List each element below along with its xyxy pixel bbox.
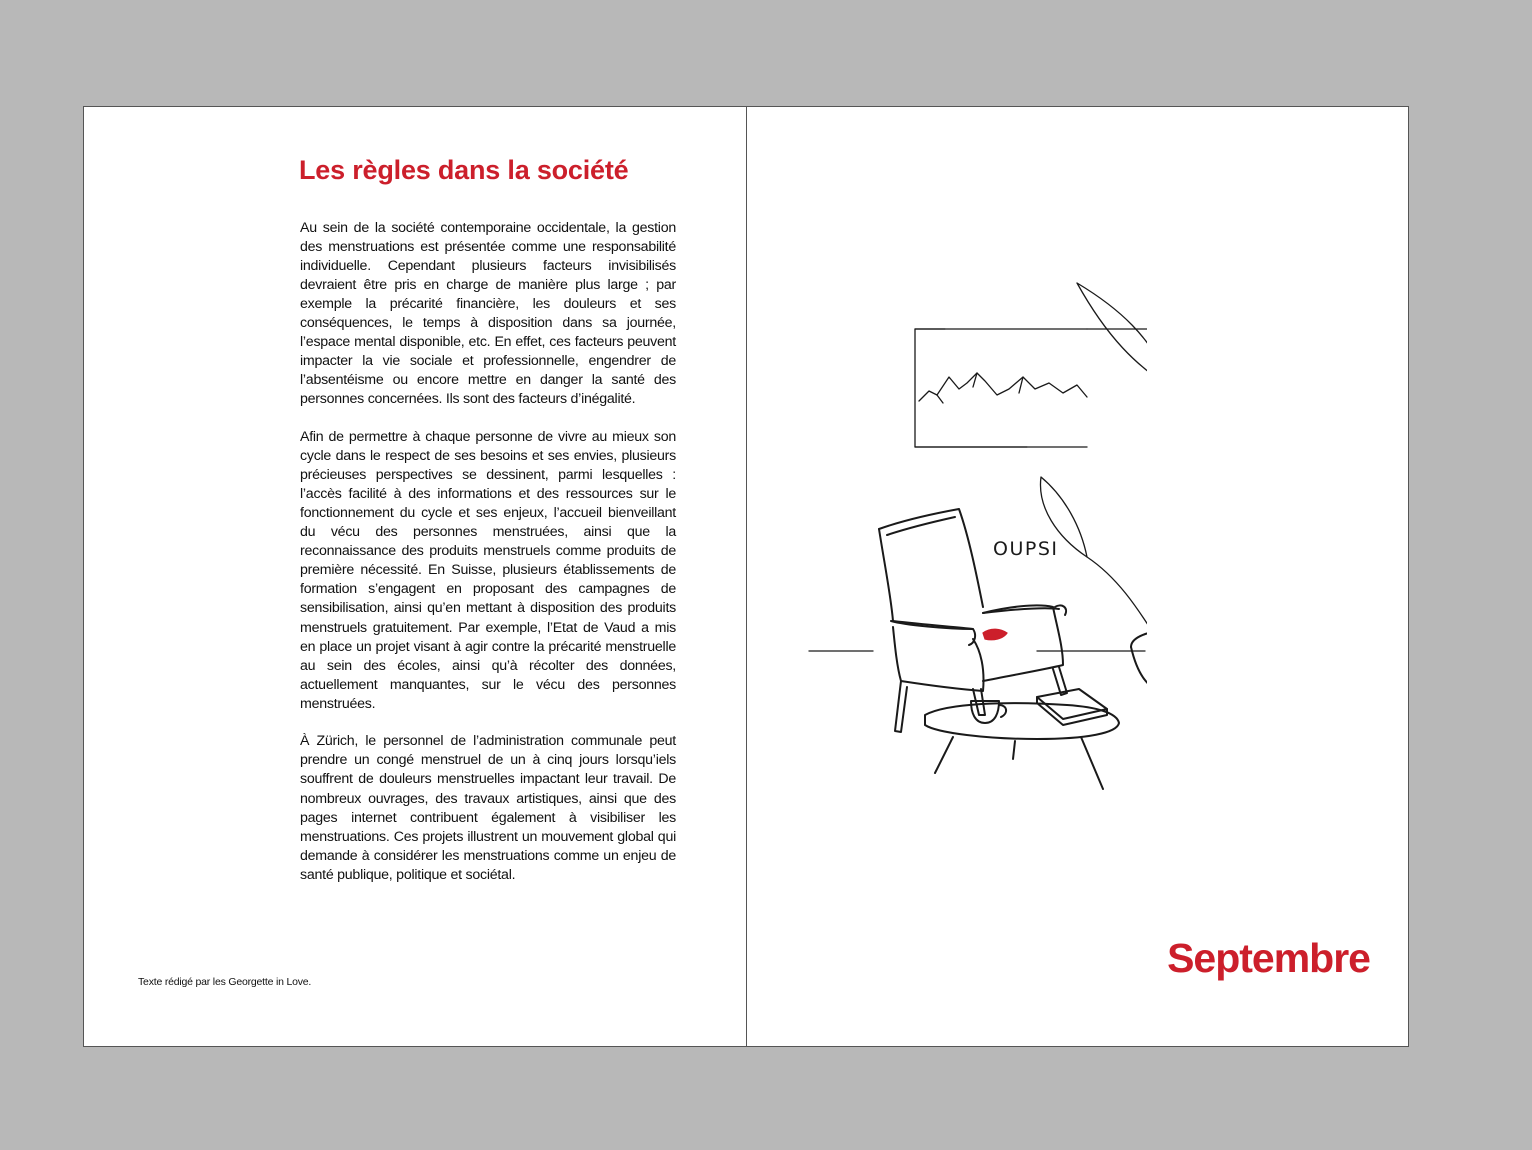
paragraph-2: Afin de permettre à chaque personne de vivre au mieux son cycle dans le respect de ses besoins et ses envies, plusieurs précieuses perspectives se dessinent, parmi lesquelles : l’accès facilité à des informations et des ressources sur le fonctionnement du cycle et ses enjeux, l’accueil bienveillant du vécu des personnes menstruées, ainsi que la reconnaissance des produits menstruels comme produits de première nécessité. En Suisse, plusieurs établissements de formation s’engagent en proposant des campagnes de sensibilisation, ainsi qu’en mettant à disposition des produits menstruels gratuitement. Par exemple, l’Etat de Vaud a mis en place un projet visant à agir contre la précarité menstruelle au sein des écoles, ainsi qu’à récolter des données, actuellement manquantes, sur le vécu des personnes menstruées.	[300, 429, 676, 712]
window-frame	[915, 329, 1087, 447]
book-spread	[83, 106, 1409, 1047]
armchair-plant-illustration	[787, 277, 1147, 817]
paragraph-1: Au sein de la société contemporaine occidentale, la gestion des menstruations est présentée comme une responsabilité individuelle. Cependant plusieurs facteurs invisibilisés devraient être pris en charge de manière plus large ; par exemple la précarité financière, les douleurs et ses conséquences, le temps à disposition dans sa journée, l’espace mental disponible, etc. En effet, ces facteurs peuvent impacter la vie sociale et professionnelle, engendrer de l’absentéisme ou encore mettre en danger la santé des personnes concernées. Ils sont des facteurs d’inégalité.	[300, 220, 676, 408]
body-text	[300, 219, 676, 903]
red-stain	[983, 629, 1007, 640]
paragraph-3: À Zürich, le personnel de l’administration communale peut prendre un congé menstruel de un à cinq jours lorsqu’iels souffrent de douleurs menstruelles impactant leur travail. De nombreux ouvrages, des travaux artistiques, ainsi que des pages internet contribuent également à visibiliser les menstruations. Ces projets illustrent un mouvement global qui demande à considérer les menstruations comme un enjeu de santé publique, politique et sociétal.	[300, 733, 676, 883]
page-title: Les règles dans la société	[299, 155, 629, 185]
coffee-table	[925, 689, 1119, 789]
author-credit: Texte rédigé par les Georgette in Love.	[138, 976, 312, 988]
month-title: Septembre	[1167, 935, 1370, 981]
plant-pot	[1131, 628, 1147, 701]
left-page	[84, 107, 746, 1046]
banana-plant	[1040, 283, 1147, 639]
right-page	[747, 107, 1408, 1046]
oupsi-exclamation: OUPSI	[993, 538, 1059, 560]
